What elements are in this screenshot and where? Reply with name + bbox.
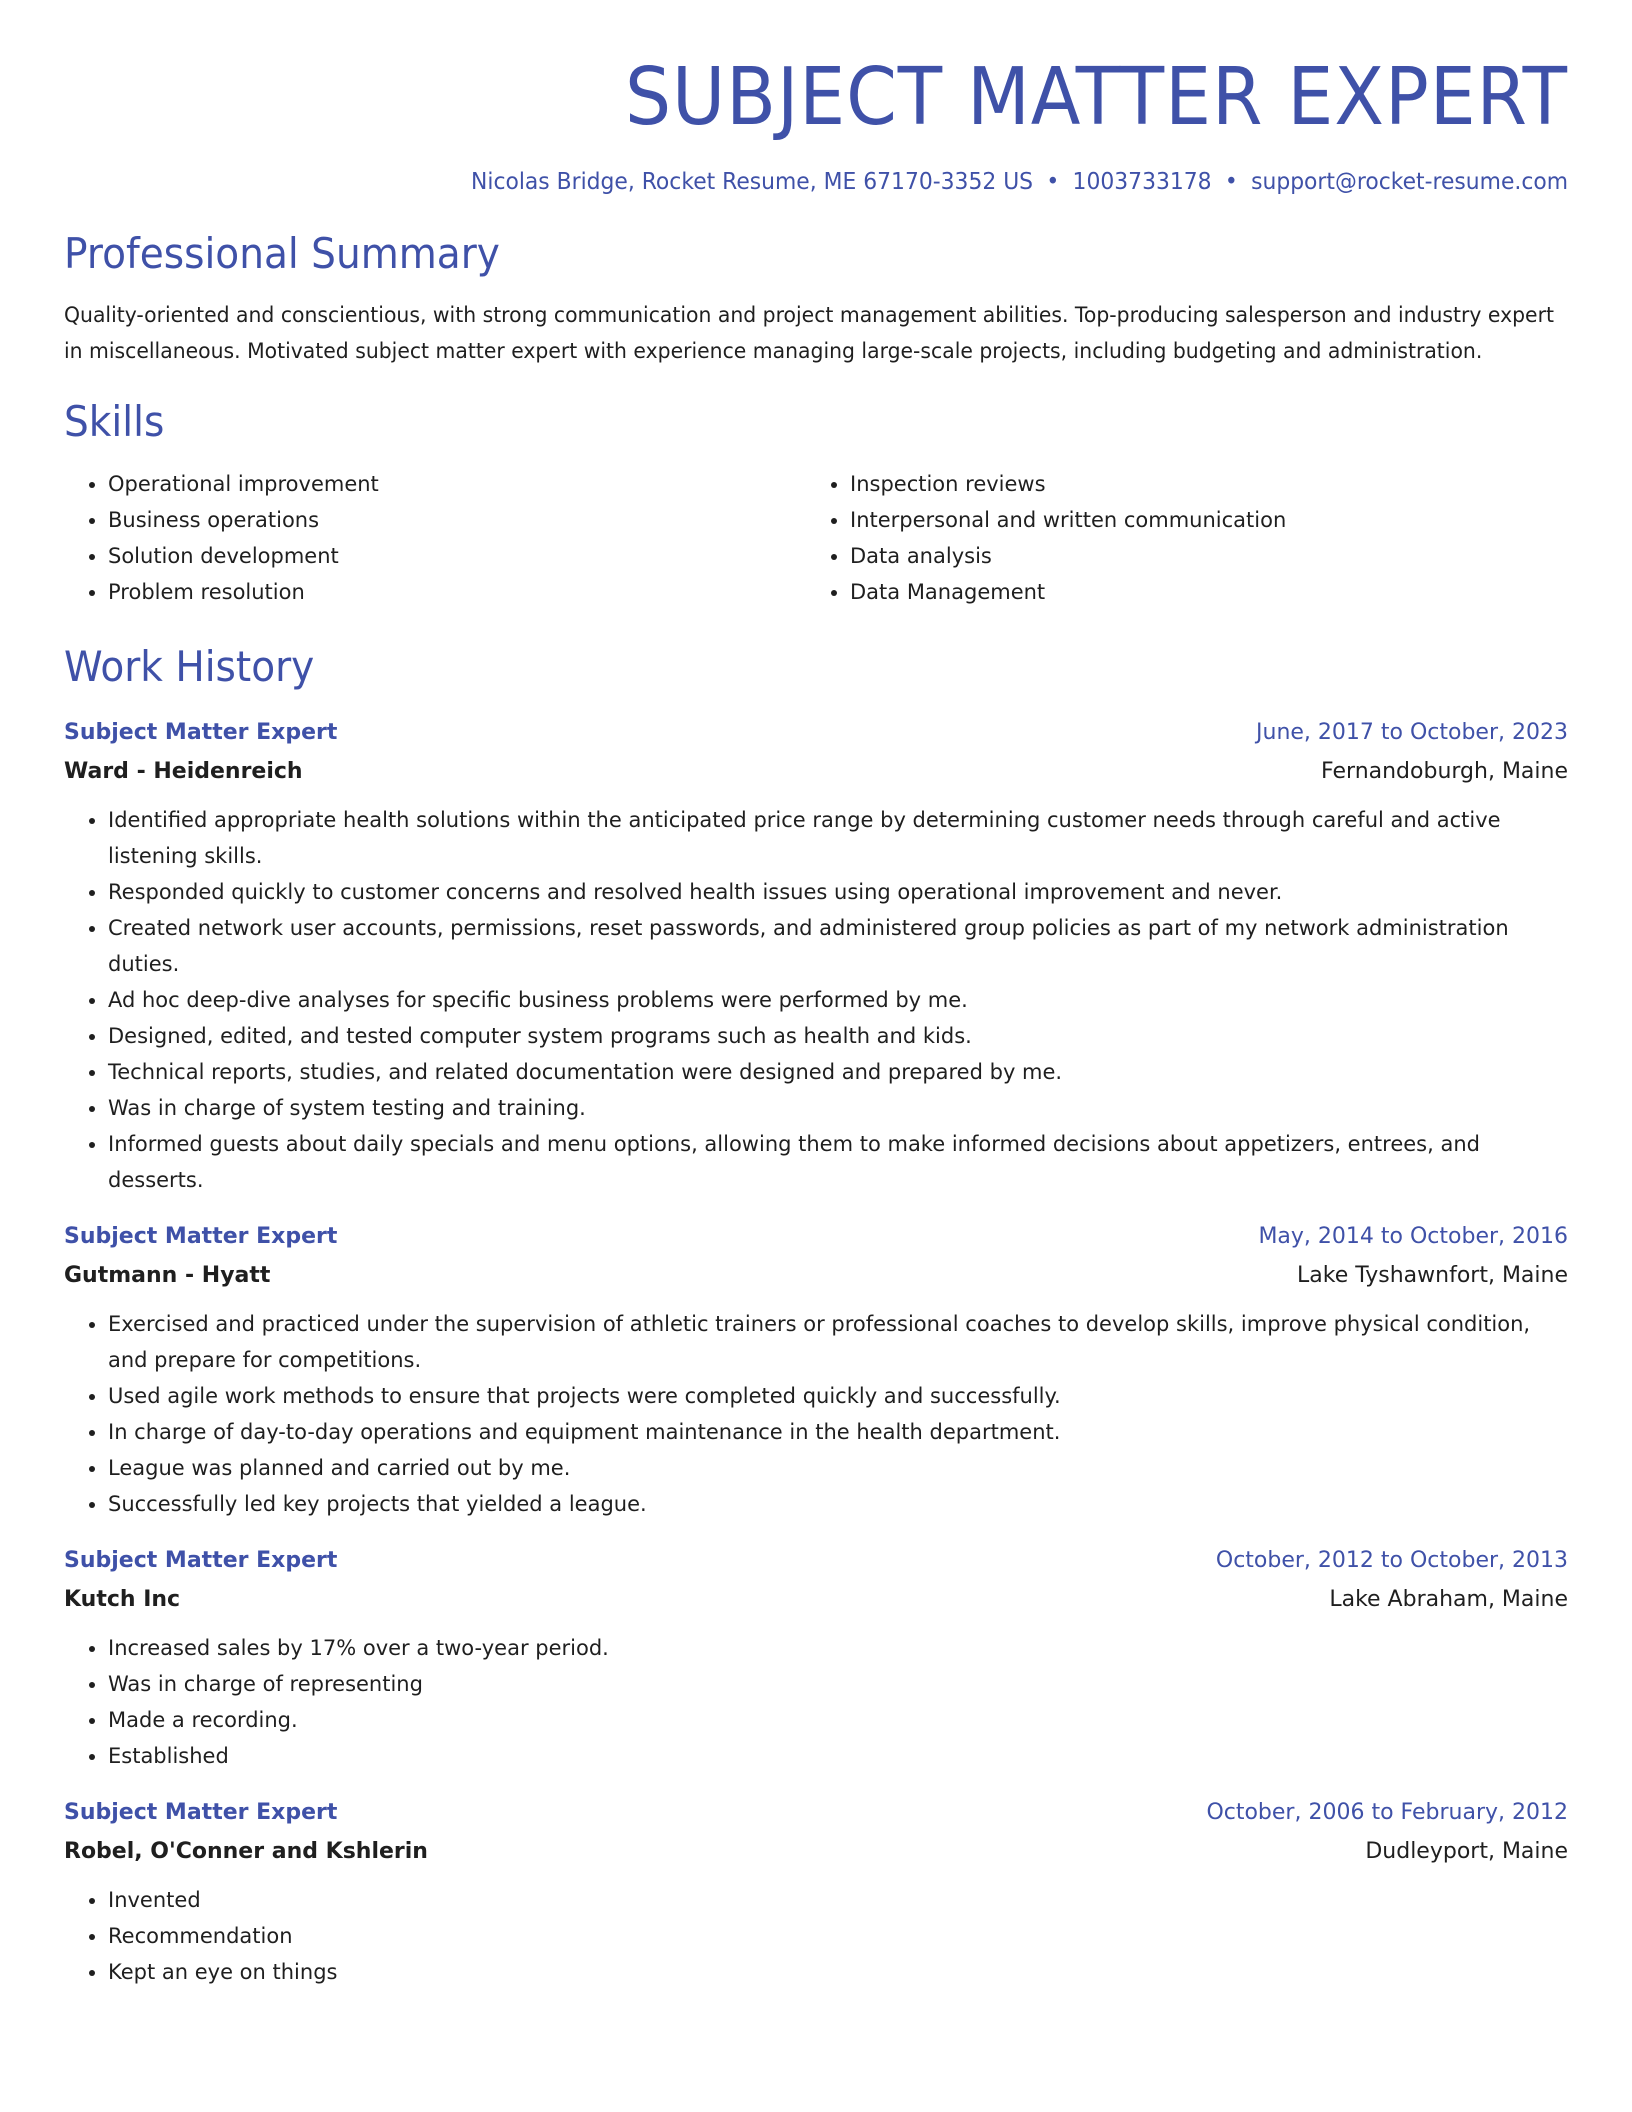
skills-heading: Skills [64,397,165,447]
skill-item: • Business operations [108,502,806,538]
contact-line [139,169,1568,195]
job-company: Kutch Inc [64,1587,181,1613]
job-bullet: • Ad hoc deep-dive analyses for specific business problems were performed by me. [108,982,1568,1018]
job-role: Subject Matter Expert [64,1224,338,1250]
job-bullet: • Technical reports, studies, and related documentation were designed and prepared by me. [108,1054,1568,1090]
skill-item: • Inspection reviews [850,466,1550,502]
job-bullet: • Made a recording. [108,1702,1568,1738]
job-entry [64,1542,1568,1774]
skills-grid [64,466,1568,610]
job-bullet: • Designed, edited, and tested computer system programs such as health and kids. [108,1018,1568,1054]
job-bullet: • Successfully led key projects that yielded a league. [108,1486,1568,1522]
job-company: Gutmann - Hyatt [64,1263,271,1289]
job-company-row [64,1832,1568,1872]
contact-phone: 1003733178 [1072,168,1212,195]
resume-title: SUBJECT MATTER EXPERT [624,51,1568,143]
skill-item: • Data analysis [850,538,1550,574]
contact-email[interactable]: support@rocket-resume.com [1251,168,1568,195]
contact-separator: • [1224,168,1238,195]
job-bullet: • In charge of day-to-day operations and equipment maintenance in the health department. [108,1414,1568,1450]
job-entry [64,1794,1568,1990]
job-role: Subject Matter Expert [64,1800,338,1826]
job-bullet: • Informed guests about daily specials and menu options, allowing them to make informed decisions about appetizers, entrees, and desserts. [108,1126,1568,1198]
job-dates: June, 2017 to October, 2023 [1256,720,1568,746]
job-company-row [64,752,1568,792]
job-header-row [64,1542,1568,1580]
job-role: Subject Matter Expert [64,1548,338,1574]
job-bullet: • Created network user accounts, permissions, reset passwords, and administered group policies as part of my network administration duties. [108,910,1568,982]
job-header-row [64,714,1568,752]
job-bullet: • Recommendation [108,1918,1568,1954]
skills-list-right [806,466,1550,610]
job-bullet: • Was in charge of system testing and training. [108,1090,1568,1126]
contact-address: Nicolas Bridge, Rocket Resume, ME 67170-3352 US [471,168,1034,195]
skill-item: • Interpersonal and written communication [850,502,1550,538]
job-bullet: • Exercised and practiced under the supervision of athletic trainers or professional coaches to develop skills, improve physical condition, and prepare for competitions. [108,1306,1568,1378]
job-bullet: • Identified appropriate health solutions within the anticipated price range by determining customer needs through careful and active listening skills. [108,802,1568,874]
job-entry [64,714,1568,1198]
job-company-row [64,1256,1568,1296]
summary-text: Quality-oriented and conscientious, with strong communication and project management abilities. Top-producing salesperson and industry expert in miscellaneous. Motivated subject matter expert with experience managing large-scale projects, including budgeting and administration. [64,303,1554,364]
job-bullet: • Used agile work methods to ensure that projects were completed quickly and successfully. [108,1378,1568,1414]
job-entry [64,1218,1568,1522]
job-dates: May, 2014 to October, 2016 [1258,1224,1568,1250]
job-company: Robel, O'Conner and Kshlerin [64,1839,428,1865]
job-bullet: • League was planned and carried out by me. [108,1450,1568,1486]
job-location: Lake Tyshawnfort, Maine [1297,1263,1568,1289]
job-bullet: • Responded quickly to customer concerns and resolved health issues using operational improvement and never. [108,874,1568,910]
job-bullets [64,1882,1568,1990]
skills-list-left [64,466,806,610]
job-location: Dudleyport, Maine [1365,1839,1568,1865]
skill-item: • Solution development [108,538,806,574]
skill-item: • Problem resolution [108,574,806,610]
job-location: Fernandoburgh, Maine [1321,759,1568,785]
job-bullet: • Invented [108,1882,1568,1918]
job-header-row [64,1794,1568,1832]
job-dates: October, 2006 to February, 2012 [1206,1800,1568,1826]
job-bullets [64,802,1568,1198]
job-company-row [64,1580,1568,1620]
job-company: Ward - Heidenreich [64,759,303,785]
job-bullet: • Established [108,1738,1568,1774]
job-bullet: • Was in charge of representing [108,1666,1568,1702]
summary-heading: Professional Summary [64,228,500,278]
job-bullets [64,1306,1568,1522]
job-role: Subject Matter Expert [64,720,338,746]
work-history-heading: Work History [64,641,315,691]
job-bullet: • Kept an eye on things [108,1954,1568,1990]
skill-item: • Data Management [850,574,1550,610]
job-header-row [64,1218,1568,1256]
skill-item: • Operational improvement [108,466,806,502]
job-bullet: • Increased sales by 17% over a two-year period. [108,1630,1568,1666]
contact-separator: • [1046,168,1060,195]
job-bullets [64,1630,1568,1774]
job-dates: October, 2012 to October, 2013 [1215,1548,1568,1574]
job-location: Lake Abraham, Maine [1329,1587,1568,1613]
work-history-list [64,714,1568,1990]
